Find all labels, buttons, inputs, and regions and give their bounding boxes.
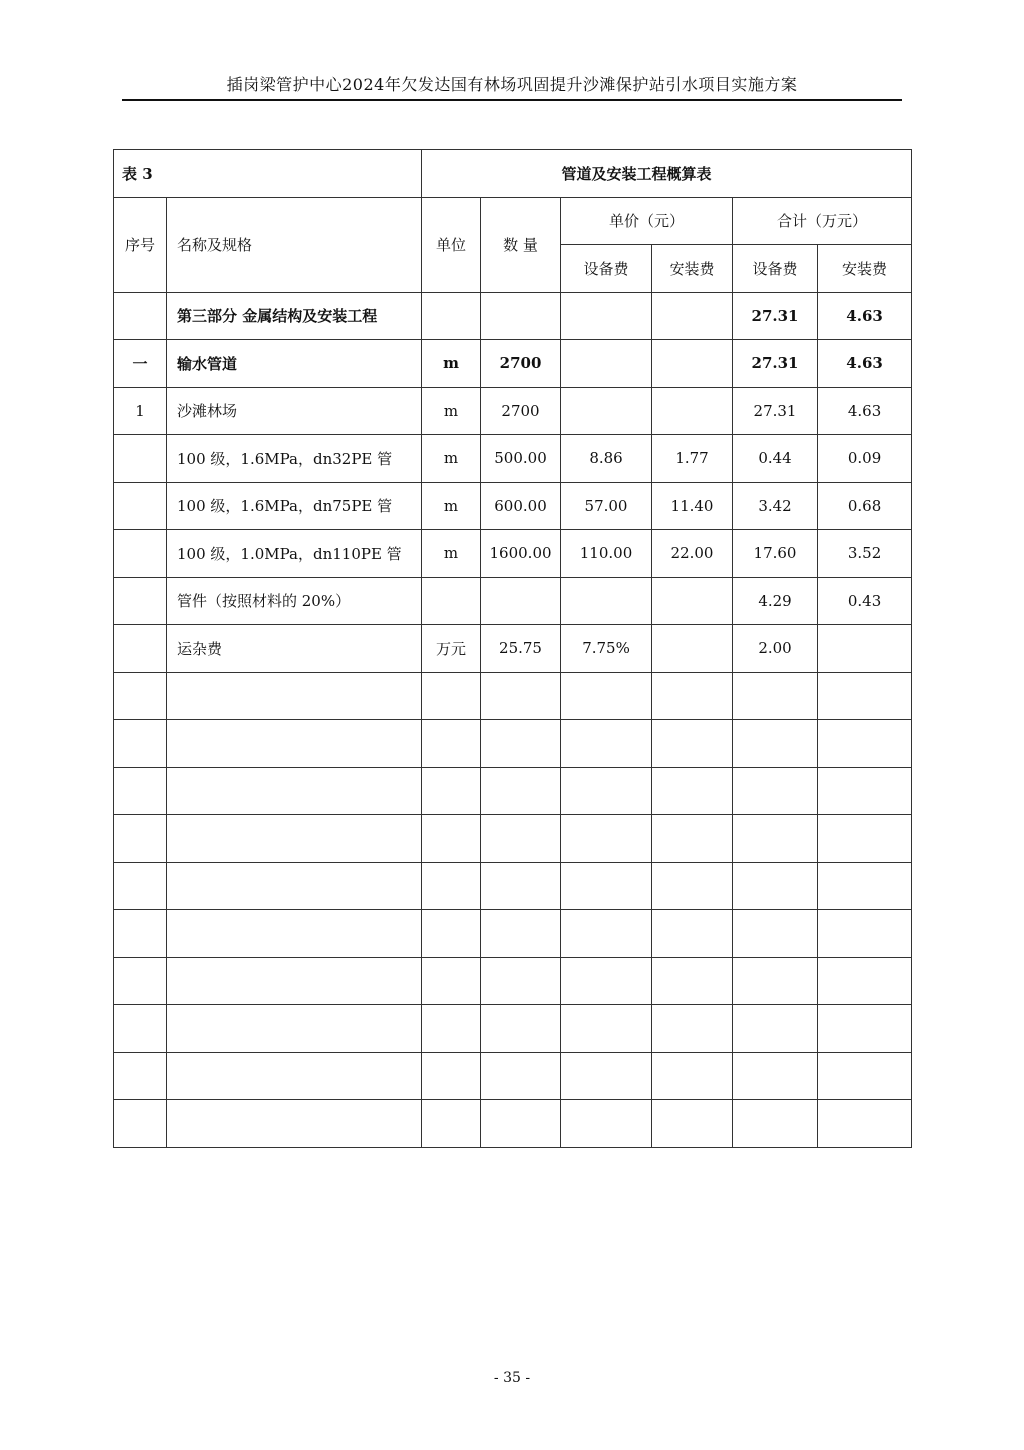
empty-cell — [481, 957, 561, 1005]
cell-price-install: 11.40 — [652, 482, 733, 530]
cell-name: 100 级，1.0MPa，dn110PE 管 — [167, 530, 422, 578]
col-header-name: 名称及规格 — [167, 197, 422, 292]
empty-cell — [561, 862, 652, 910]
empty-cell — [818, 815, 912, 863]
empty-cell — [114, 1100, 167, 1148]
cell-name: 运杂费 — [167, 625, 422, 673]
empty-cell — [561, 1052, 652, 1100]
empty-cell — [561, 1100, 652, 1148]
cell-seq: 1 — [114, 387, 167, 435]
empty-cell — [561, 720, 652, 768]
empty-cell — [561, 957, 652, 1005]
pipeline-budget-table — [113, 149, 912, 1148]
empty-cell — [167, 767, 422, 815]
cell-total-equipment: 27.31 — [733, 387, 818, 435]
empty-cell — [481, 1100, 561, 1148]
empty-cell — [167, 815, 422, 863]
cell-quantity: 25.75 — [481, 625, 561, 673]
empty-cell — [733, 910, 818, 958]
cell-price-install: 22.00 — [652, 530, 733, 578]
cell-unit: m — [422, 435, 481, 483]
table-title: 管道及安装工程概算表 — [422, 150, 912, 198]
empty-cell — [167, 1100, 422, 1148]
cell-total-install: 4.63 — [818, 292, 912, 340]
cell-total-install: 3.52 — [818, 530, 912, 578]
empty-cell — [733, 1005, 818, 1053]
col-header-total-install: 安装费 — [818, 245, 912, 293]
empty-cell — [114, 910, 167, 958]
table-row — [114, 530, 912, 578]
cell-seq — [114, 577, 167, 625]
cell-total-install: 4.63 — [818, 340, 912, 388]
empty-cell — [561, 672, 652, 720]
cell-name: 第三部分 金属结构及安装工程 — [167, 292, 422, 340]
cell-price-install — [652, 577, 733, 625]
header-divider — [122, 99, 902, 101]
empty-cell — [652, 815, 733, 863]
empty-cell — [114, 862, 167, 910]
empty-cell — [481, 815, 561, 863]
cell-total-install: 0.09 — [818, 435, 912, 483]
col-header-quantity: 数 量 — [481, 197, 561, 292]
cell-quantity: 2700 — [481, 340, 561, 388]
cell-quantity — [481, 292, 561, 340]
cell-price-equipment — [561, 340, 652, 388]
empty-cell — [733, 815, 818, 863]
empty-cell — [481, 1052, 561, 1100]
cell-total-install: 0.43 — [818, 577, 912, 625]
empty-cell — [733, 957, 818, 1005]
col-header-total-equipment: 设备费 — [733, 245, 818, 293]
empty-cell — [422, 910, 481, 958]
empty-cell — [114, 1052, 167, 1100]
cell-total-equipment: 4.29 — [733, 577, 818, 625]
cell-price-equipment: 110.00 — [561, 530, 652, 578]
column-header-row — [114, 197, 912, 245]
empty-cell — [818, 1005, 912, 1053]
cell-total-equipment: 27.31 — [733, 292, 818, 340]
cell-total-equipment: 0.44 — [733, 435, 818, 483]
empty-cell — [114, 767, 167, 815]
empty-cell — [818, 862, 912, 910]
table-row — [114, 292, 912, 340]
empty-cell — [733, 767, 818, 815]
empty-table-row — [114, 1100, 912, 1148]
cell-total-equipment: 3.42 — [733, 482, 818, 530]
table-row — [114, 435, 912, 483]
empty-cell — [652, 1052, 733, 1100]
empty-cell — [652, 767, 733, 815]
empty-cell — [818, 910, 912, 958]
col-header-unit: 单位 — [422, 197, 481, 292]
empty-cell — [652, 957, 733, 1005]
empty-table-row — [114, 720, 912, 768]
cell-unit: m — [422, 387, 481, 435]
empty-cell — [652, 1005, 733, 1053]
cell-total-install: 4.63 — [818, 387, 912, 435]
empty-cell — [652, 862, 733, 910]
cell-price-install — [652, 340, 733, 388]
cell-total-install — [818, 625, 912, 673]
empty-table-row — [114, 1052, 912, 1100]
cell-quantity: 500.00 — [481, 435, 561, 483]
cell-name: 100 级，1.6MPa，dn75PE 管 — [167, 482, 422, 530]
empty-cell — [422, 862, 481, 910]
cell-seq — [114, 530, 167, 578]
cell-price-install: 1.77 — [652, 435, 733, 483]
empty-cell — [652, 1100, 733, 1148]
cell-quantity: 2700 — [481, 387, 561, 435]
cell-name: 管件（按照材料的 20%） — [167, 577, 422, 625]
table-row — [114, 625, 912, 673]
empty-cell — [818, 1052, 912, 1100]
empty-cell — [818, 957, 912, 1005]
empty-cell — [481, 720, 561, 768]
empty-cell — [561, 910, 652, 958]
empty-cell — [167, 1005, 422, 1053]
empty-cell — [422, 767, 481, 815]
cell-price-equipment — [561, 577, 652, 625]
cell-seq — [114, 625, 167, 673]
empty-cell — [733, 672, 818, 720]
empty-cell — [167, 910, 422, 958]
col-header-unit-price: 单价（元） — [561, 197, 733, 245]
empty-cell — [114, 720, 167, 768]
cell-total-install: 0.68 — [818, 482, 912, 530]
col-header-total: 合计（万元） — [733, 197, 912, 245]
cell-quantity: 1600.00 — [481, 530, 561, 578]
cell-price-equipment — [561, 387, 652, 435]
empty-cell — [481, 767, 561, 815]
empty-cell — [481, 910, 561, 958]
empty-cell — [422, 1100, 481, 1148]
empty-cell — [733, 720, 818, 768]
empty-table-row — [114, 957, 912, 1005]
empty-cell — [818, 1100, 912, 1148]
empty-cell — [561, 815, 652, 863]
page-number: - 35 - — [493, 1370, 531, 1386]
empty-cell — [167, 862, 422, 910]
cell-unit — [422, 577, 481, 625]
cell-seq — [114, 435, 167, 483]
empty-cell — [561, 1005, 652, 1053]
table-row — [114, 340, 912, 388]
empty-cell — [561, 767, 652, 815]
empty-cell — [733, 862, 818, 910]
col-header-price-equipment: 设备费 — [561, 245, 652, 293]
empty-cell — [422, 815, 481, 863]
table-row — [114, 482, 912, 530]
cell-price-equipment — [561, 292, 652, 340]
empty-cell — [652, 720, 733, 768]
cell-price-equipment: 7.75% — [561, 625, 652, 673]
empty-cell — [114, 672, 167, 720]
empty-cell — [167, 1052, 422, 1100]
col-header-seq: 序号 — [114, 197, 167, 292]
cell-seq: 一 — [114, 340, 167, 388]
empty-cell — [167, 672, 422, 720]
cell-price-equipment: 8.86 — [561, 435, 652, 483]
empty-table-row — [114, 862, 912, 910]
empty-cell — [422, 1052, 481, 1100]
empty-cell — [481, 862, 561, 910]
empty-cell — [167, 720, 422, 768]
empty-cell — [733, 1052, 818, 1100]
empty-cell — [652, 672, 733, 720]
col-header-price-install: 安装费 — [652, 245, 733, 293]
table-number: 表 3 — [114, 150, 422, 198]
cell-seq — [114, 482, 167, 530]
table-title-row — [114, 150, 912, 198]
table-body — [114, 292, 912, 1147]
cell-total-equipment: 17.60 — [733, 530, 818, 578]
empty-table-row — [114, 672, 912, 720]
cell-unit: m — [422, 530, 481, 578]
cell-price-install — [652, 387, 733, 435]
cell-seq — [114, 292, 167, 340]
empty-cell — [733, 1100, 818, 1148]
empty-cell — [818, 767, 912, 815]
cell-unit: m — [422, 482, 481, 530]
empty-cell — [422, 672, 481, 720]
empty-table-row — [114, 767, 912, 815]
cell-unit: m — [422, 340, 481, 388]
page-header-title: 插岗梁管护中心2024年欠发达国有林场巩固提升沙滩保护站引水项目实施方案 — [226, 75, 798, 94]
cell-total-equipment: 27.31 — [733, 340, 818, 388]
cell-name: 100 级，1.6MPa，dn32PE 管 — [167, 435, 422, 483]
cell-price-install — [652, 292, 733, 340]
empty-cell — [481, 1005, 561, 1053]
empty-cell — [114, 815, 167, 863]
cell-total-equipment: 2.00 — [733, 625, 818, 673]
cell-price-install — [652, 625, 733, 673]
empty-cell — [422, 720, 481, 768]
empty-table-row — [114, 910, 912, 958]
cell-quantity — [481, 577, 561, 625]
empty-cell — [652, 910, 733, 958]
cell-name: 沙滩林场 — [167, 387, 422, 435]
empty-cell — [818, 672, 912, 720]
empty-cell — [114, 1005, 167, 1053]
cell-name: 输水管道 — [167, 340, 422, 388]
cell-unit: 万元 — [422, 625, 481, 673]
cell-unit — [422, 292, 481, 340]
empty-cell — [114, 957, 167, 1005]
empty-cell — [818, 720, 912, 768]
table-row — [114, 577, 912, 625]
empty-cell — [481, 672, 561, 720]
empty-table-row — [114, 815, 912, 863]
cell-quantity: 600.00 — [481, 482, 561, 530]
empty-cell — [422, 1005, 481, 1053]
empty-cell — [422, 957, 481, 1005]
cell-price-equipment: 57.00 — [561, 482, 652, 530]
empty-cell — [167, 957, 422, 1005]
table-row — [114, 387, 912, 435]
empty-table-row — [114, 1005, 912, 1053]
